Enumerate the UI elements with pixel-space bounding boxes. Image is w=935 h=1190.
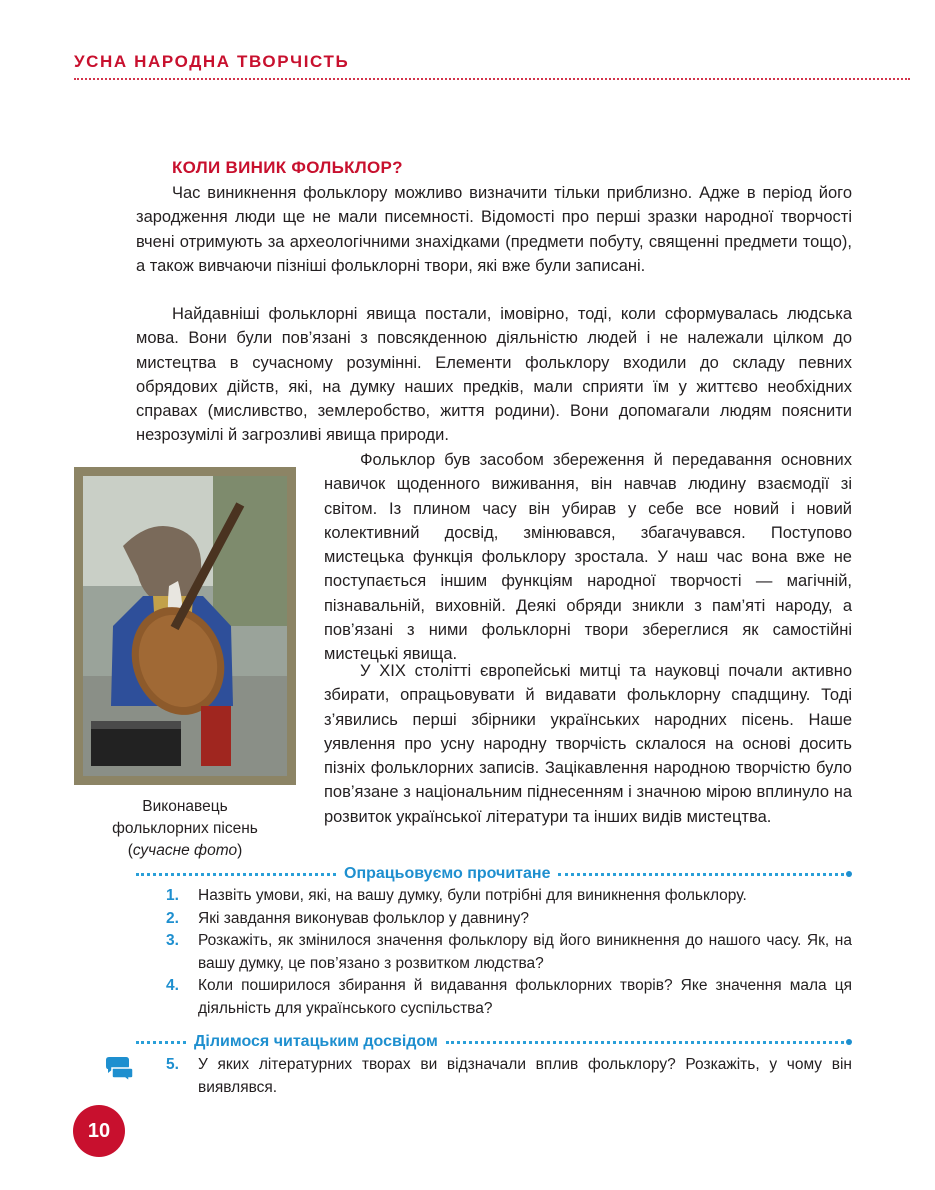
dotted-rule — [446, 1041, 844, 1044]
end-dot — [846, 871, 852, 877]
header-divider — [74, 78, 910, 80]
share-header-label: Ділимося читацьким досвідом — [194, 1033, 438, 1050]
list-item — [166, 1054, 852, 1099]
caption-paren-open: ( — [127, 842, 133, 859]
dotted-rule — [558, 873, 844, 876]
photo-caption — [74, 796, 296, 862]
dotted-rule — [136, 873, 336, 876]
chapter-title: УСНА НАРОДНА ТВОРЧІСТЬ — [74, 52, 350, 71]
section-heading: КОЛИ ВИНИК ФОЛЬКЛОР? — [172, 158, 403, 177]
question-text: У яких літературних творах ви відзначали вплив фольклору? Розкажіть, у чому він виявлявся. — [198, 1056, 852, 1096]
question-text: Які завдання виконував фольклор у давнину? — [198, 909, 529, 927]
questions-list — [166, 885, 852, 1020]
question-text: Назвіть умови, які, на вашу думку, були потрібні для виникнення фольклору. — [198, 887, 747, 904]
share-questions-list — [166, 1054, 852, 1099]
paragraph-3: Фольклор був засобом збереження й передавання основних навичок щоденного виживання, він навчав людину взаємодії зі світом. Із плином часу він убирав у себе все новий і новий колективний досвід, змінювався, збагачувався. Поступово мистецька функція фольклору зростала. У наш час вона вже не поступається іншим функціям народної творчості — магічній, пізнавальній, виховній. Деякі обряди зникли з пам’яті народу, а пов’язані з ними фольклорні твори збереглися як самостійні мистецькі явища. — [324, 451, 852, 664]
list-item — [166, 908, 852, 931]
caption-paren-close: ) — [237, 842, 243, 859]
question-text: Коли поширилося збирання й видавання фольклорних творів? Яке значення мала ця діяльність для українського суспільства? — [198, 977, 852, 1017]
caption-line-1: Виконавець — [142, 798, 228, 815]
caption-line-3 — [74, 840, 296, 862]
question-text: Розкажіть, як змінилося значення фольклору від його виникнення до нашого часу. Як, на вашу думку, це пов’язано з розвитком людства? — [198, 932, 852, 972]
question-number: 4. — [166, 977, 179, 994]
list-item — [166, 930, 852, 975]
question-number: 3. — [166, 932, 179, 949]
paragraph-1: Час виникнення фольклору можливо визначити тільки приблизно. Адже в період його зародження люди ще не мали писемності. Відомості про перші зразки народної творчості вчені отримують за археологічними знахідками (предмети побуту, священні предмети тощо), а також вивчаючи пізніші фольклорні твори, які вже були записані. — [136, 184, 852, 275]
tasks-header-label: Опрацьовуємо прочитане — [344, 865, 551, 882]
tasks-header — [136, 864, 852, 884]
end-dot — [846, 1039, 852, 1045]
paragraph-4: У XIX столітті європейські митці та науковці почали активно збирати, опрацьовувати й видавати фольклорну спадщину. Тоді з’явились перші збірники українських народних пісень. Наше уявлення про усну народну творчість склалося на основі досить пізніх фольклорних записів. Зацікавлення народною творчістю було пов’язане з національним піднесенням і значною мірою вплинуло на розвиток української літератури та інших видів мистецтва. — [324, 662, 852, 826]
paragraph-2: Найдавніші фольклорні явища постали, імовірно, тоді, коли сформувалась людська мова. Вони були пов’язані з повсякденною діяльністю людей і не належали цілком до мистецтва в сучасному розумінні. Елементи фольклору входили до складу певних обрядових дійств, які, на думку наших предків, мали сприяти їм у життєво необхідних справах (мисливство, землеробство, життя родини). Вони допомагали людям пояснити незрозумілі й загрозливі явища природи. — [136, 305, 852, 445]
question-number: 5. — [166, 1056, 179, 1073]
kobzar-photo — [83, 476, 287, 776]
question-number: 1. — [166, 887, 179, 904]
list-item — [166, 975, 852, 1020]
page-number-badge: 10 — [73, 1105, 125, 1157]
list-item — [166, 885, 852, 908]
share-header — [136, 1032, 852, 1052]
chat-bubbles-icon — [104, 1055, 134, 1081]
dotted-rule — [136, 1041, 186, 1044]
caption-italic: сучасне фото — [132, 842, 238, 859]
question-number: 2. — [166, 909, 179, 927]
photo-frame — [74, 467, 296, 785]
caption-line-2: фольклорних пісень — [112, 820, 258, 837]
